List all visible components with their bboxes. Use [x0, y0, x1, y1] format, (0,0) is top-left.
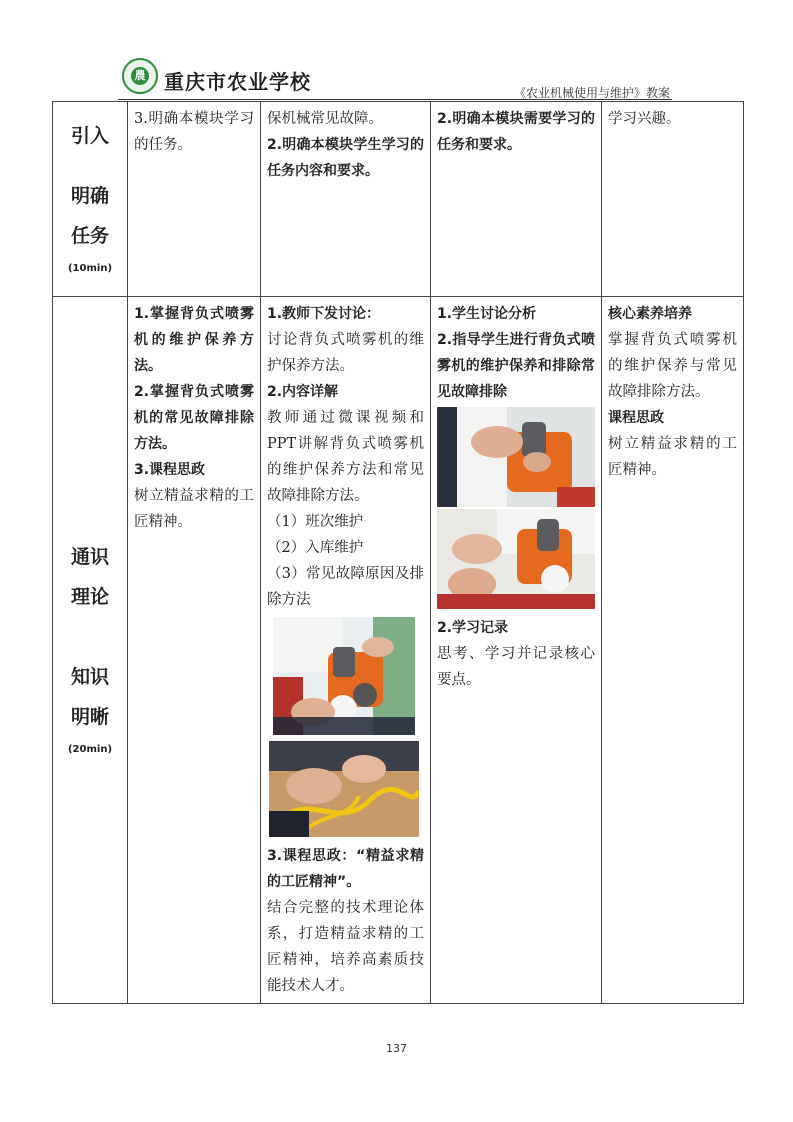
header-divider	[118, 99, 672, 100]
stage-title: 理论	[70, 586, 109, 608]
school-name: 重庆市农业学校	[164, 70, 311, 94]
intent-cell	[602, 297, 744, 1004]
stage-title: 明确	[70, 185, 109, 207]
objective-cell	[128, 297, 261, 1004]
objective-text: 3.课程思政	[134, 462, 206, 478]
teacher-text: 2.内容详解	[267, 384, 339, 400]
student-text: 2.学习记录	[437, 620, 509, 636]
table-row	[53, 297, 744, 1004]
school-logo	[122, 58, 158, 94]
teacher-text: 结合完整的技术理论体系，打造精益求精的工匠精神，培养高素质技能技术人才。	[267, 900, 424, 994]
teacher-text: 2.明确本模块学生学习的任务内容和要求。	[267, 137, 424, 179]
sprayer-maintenance-photo	[273, 617, 415, 735]
objective-text: 2.掌握背负式喷雾机的常见故障排除方法。	[134, 384, 254, 452]
student-cell	[431, 297, 602, 1004]
intent-text: 核心素养培养	[608, 306, 692, 322]
objective-text: 1.掌握背负式喷雾机的维护保养方法。	[134, 306, 254, 374]
teacher-list-item: （1）班次维护	[267, 514, 364, 530]
objective-cell	[128, 102, 261, 297]
carburetor-check-photo	[437, 509, 595, 609]
stage-title: 任务	[70, 225, 109, 247]
teacher-text: 保机械常见故障。	[267, 111, 383, 127]
page-number: 137	[386, 1042, 407, 1055]
teacher-cell	[261, 102, 431, 297]
teacher-list-item: （2）入库维护	[267, 540, 364, 556]
student-text: 2.指导学生进行背负式喷雾机的维护保养和排除常见故障排除	[437, 332, 595, 400]
objective-text: 3.明确本模块学习的任务。	[134, 111, 254, 153]
intent-text: 学习兴趣。	[608, 111, 681, 127]
objective-text: 树立精益求精的工匠精神。	[134, 488, 254, 530]
stage-title: 明晰	[70, 706, 109, 728]
stage-title: 引入	[70, 125, 109, 147]
intent-text: 课程思政	[608, 410, 664, 426]
teacher-list-item: （3）常见故障原因及排除方法	[267, 566, 424, 608]
student-text: 思考、学习并记录核心要点。	[437, 646, 595, 688]
lesson-plan-table	[52, 101, 744, 1004]
engine-disassembly-photo	[437, 407, 595, 507]
stage-cell	[53, 297, 128, 1004]
teacher-text: 教师通过微课视频和PPT讲解背负式喷雾机的维护保养方法和常见故障排除方法。	[267, 410, 424, 504]
course-title: 《农业机械使用与维护》教案	[513, 86, 670, 100]
intent-text: 树立精益求精的工匠精神。	[608, 436, 737, 478]
stage-title: 知识	[70, 666, 109, 688]
intent-cell	[602, 102, 744, 297]
logo-glyph: 農	[134, 69, 146, 82]
table-row	[53, 102, 744, 297]
student-text: 2.明确本模块需要学习的任务和要求。	[437, 111, 595, 153]
student-text: 1.学生讨论分析	[437, 306, 537, 322]
page-header	[118, 58, 678, 100]
teacher-cell	[261, 297, 431, 1004]
stage-duration: (20min)	[67, 744, 113, 755]
teacher-text: 3.课程思政：“精益求精的工匠精神”。	[267, 848, 424, 890]
stage-cell	[53, 102, 128, 297]
stage-duration: (10min)	[67, 263, 113, 274]
intent-text: 掌握背负式喷雾机的维护保养与常见故障排除方法。	[608, 332, 737, 400]
teacher-text: 讨论背负式喷雾机的维护保养方法。	[267, 332, 424, 374]
stage-title: 通识	[70, 546, 109, 568]
student-cell	[431, 102, 602, 297]
hose-repair-photo	[269, 741, 419, 837]
teacher-text: 1.教师下发讨论：	[267, 306, 381, 322]
